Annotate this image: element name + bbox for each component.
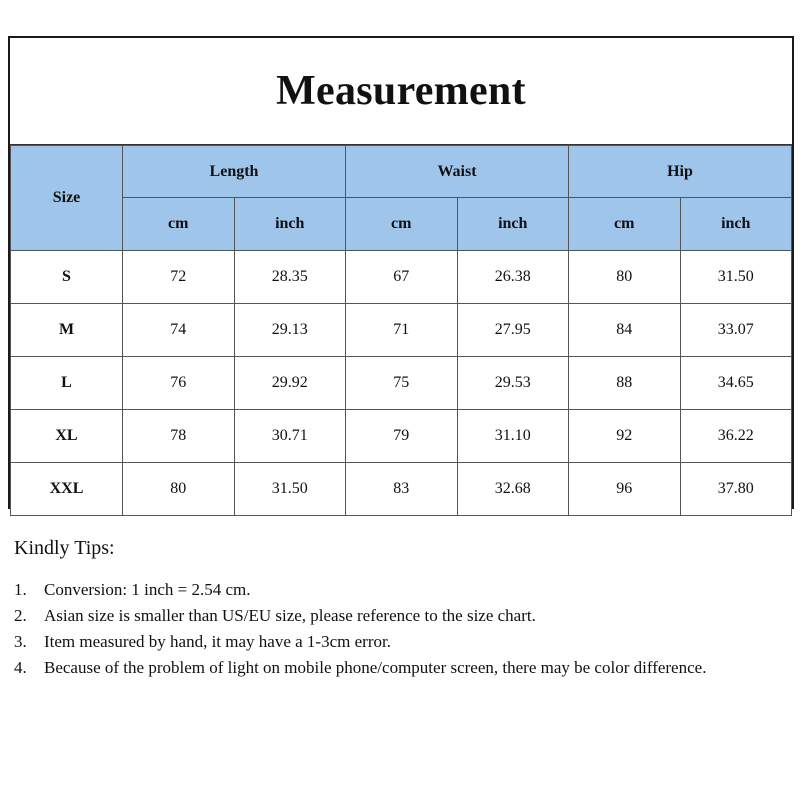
title-bar [10,38,792,145]
measurement-cell: 26.38 [457,251,569,304]
size-table [10,145,792,516]
measurement-cell: 27.95 [457,304,569,357]
measurement-cell: 28.35 [234,251,346,304]
tip-number: 1. [14,580,27,599]
measurement-cell: 79 [346,410,458,463]
measurement-cell: 88 [569,357,681,410]
tip-text: Conversion: 1 inch = 2.54 cm. [44,580,251,599]
measurement-cell: 74 [123,304,235,357]
tip-item [14,629,784,655]
tip-item [14,603,784,629]
table-row [11,463,792,516]
measurement-cell: 78 [123,410,235,463]
waist-group-header: Waist [346,146,569,198]
length-group-header: Length [123,146,346,198]
size-label: L [11,357,123,410]
waist-inch-header: inch [457,198,569,251]
header-row-units [11,198,792,251]
measurement-cell: 36.22 [680,410,792,463]
measurement-cell: 31.50 [680,251,792,304]
page-title: Measurement [276,68,526,114]
measurement-cell: 75 [346,357,458,410]
measurement-cell: 33.07 [680,304,792,357]
size-label: M [11,304,123,357]
measurement-cell: 72 [123,251,235,304]
measurement-cell: 80 [569,251,681,304]
table-row [11,304,792,357]
measurement-cell: 92 [569,410,681,463]
tip-item [14,655,784,681]
table-row [11,410,792,463]
measurement-cell: 31.10 [457,410,569,463]
table-row [11,251,792,304]
measurement-cell: 30.71 [234,410,346,463]
measurement-cell: 32.68 [457,463,569,516]
measurement-cell: 29.53 [457,357,569,410]
measurement-cell: 83 [346,463,458,516]
measurement-cell: 80 [123,463,235,516]
measurement-cell: 29.92 [234,357,346,410]
size-chart [8,36,794,509]
size-column-header: Size [11,146,123,251]
length-inch-header: inch [234,198,346,251]
measurement-cell: 31.50 [234,463,346,516]
measurement-cell: 34.65 [680,357,792,410]
kindly-tips [14,537,784,681]
tip-number: 4. [14,658,27,677]
tip-number: 2. [14,606,27,625]
tip-item [14,577,784,603]
hip-inch-header: inch [680,198,792,251]
length-cm-header: cm [123,198,235,251]
hip-cm-header: cm [569,198,681,251]
tip-text: Because of the problem of light on mobile phone/computer screen, there may be color difference. [44,658,707,677]
measurement-cell: 96 [569,463,681,516]
size-label: XL [11,410,123,463]
hip-group-header: Hip [569,146,792,198]
tip-text: Item measured by hand, it may have a 1-3cm error. [44,632,391,651]
measurement-cell: 29.13 [234,304,346,357]
measurement-cell: 84 [569,304,681,357]
size-label: XXL [11,463,123,516]
measurement-cell: 67 [346,251,458,304]
table-row [11,357,792,410]
tips-list [14,577,784,681]
size-label: S [11,251,123,304]
tip-text: Asian size is smaller than US/EU size, please reference to the size chart. [44,606,536,625]
tip-number: 3. [14,632,27,651]
waist-cm-header: cm [346,198,458,251]
header-row-groups [11,146,792,198]
tips-title: Kindly Tips: [14,537,115,559]
measurement-cell: 71 [346,304,458,357]
measurement-cell: 76 [123,357,235,410]
measurement-cell: 37.80 [680,463,792,516]
